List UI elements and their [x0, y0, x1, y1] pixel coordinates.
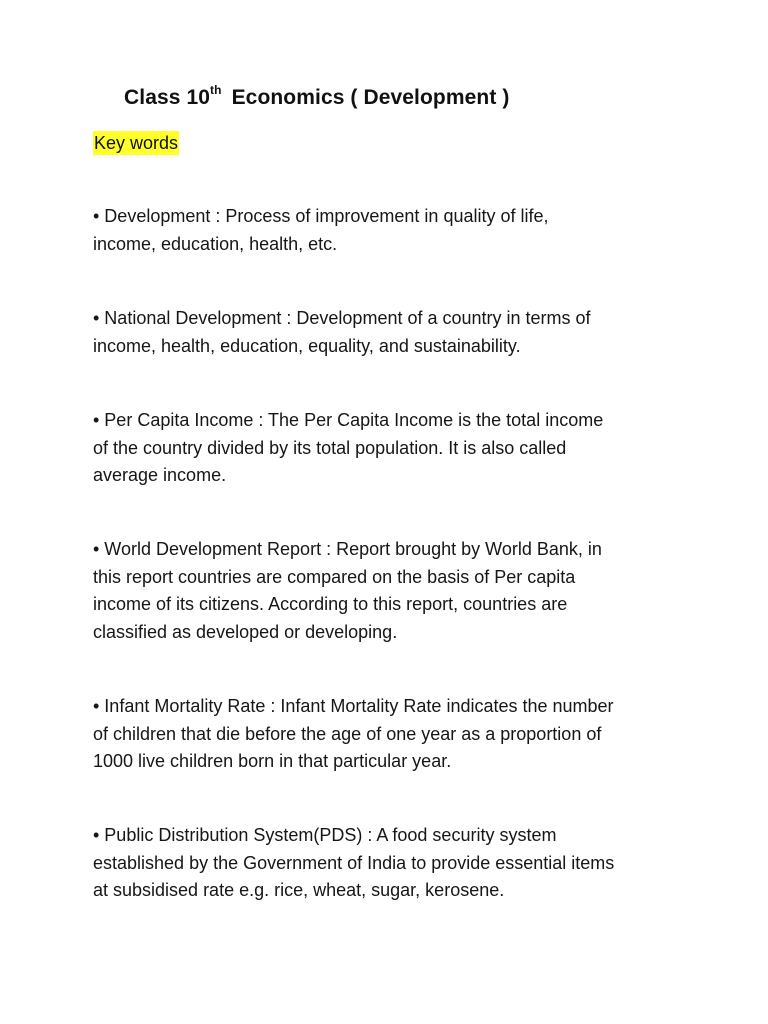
definition-national-development: • National Development : Development of a country in terms of income, health, education, equality, and sustainability.: [93, 308, 591, 356]
definition-world-development-report: • World Development Report : Report brought by World Bank, in this report countries are compared on the basis of Per capita income of its citizens. According to this report, countries are classified as developed or developing.: [93, 539, 602, 643]
page-title: [124, 83, 510, 110]
definition-development: • Development : Process of improvement in quality of life, income, education, health, etc.: [93, 206, 549, 254]
keywords-heading: Key words: [94, 133, 179, 153]
title-superscript: th: [210, 83, 222, 97]
title-class: Class 10: [124, 86, 211, 109]
definition-infant-mortality-rate: • Infant Mortality Rate : Infant Mortality Rate indicates the number of children that die before the age of one year as a proportion of 1000 live children born in that particular year.: [93, 696, 614, 772]
definition-per-capita-income: • Per Capita Income : The Per Capita Income is the total income of the country divided by its total population. It is also called average income.: [93, 410, 604, 486]
definition-public-distribution-system: • Public Distribution System(PDS) : A food security system established by the Government of India to provide essential items at subsidised rate e.g. rice, wheat, sugar, kerosene.: [93, 825, 615, 901]
title-subject: Economics ( Development ): [231, 86, 510, 109]
